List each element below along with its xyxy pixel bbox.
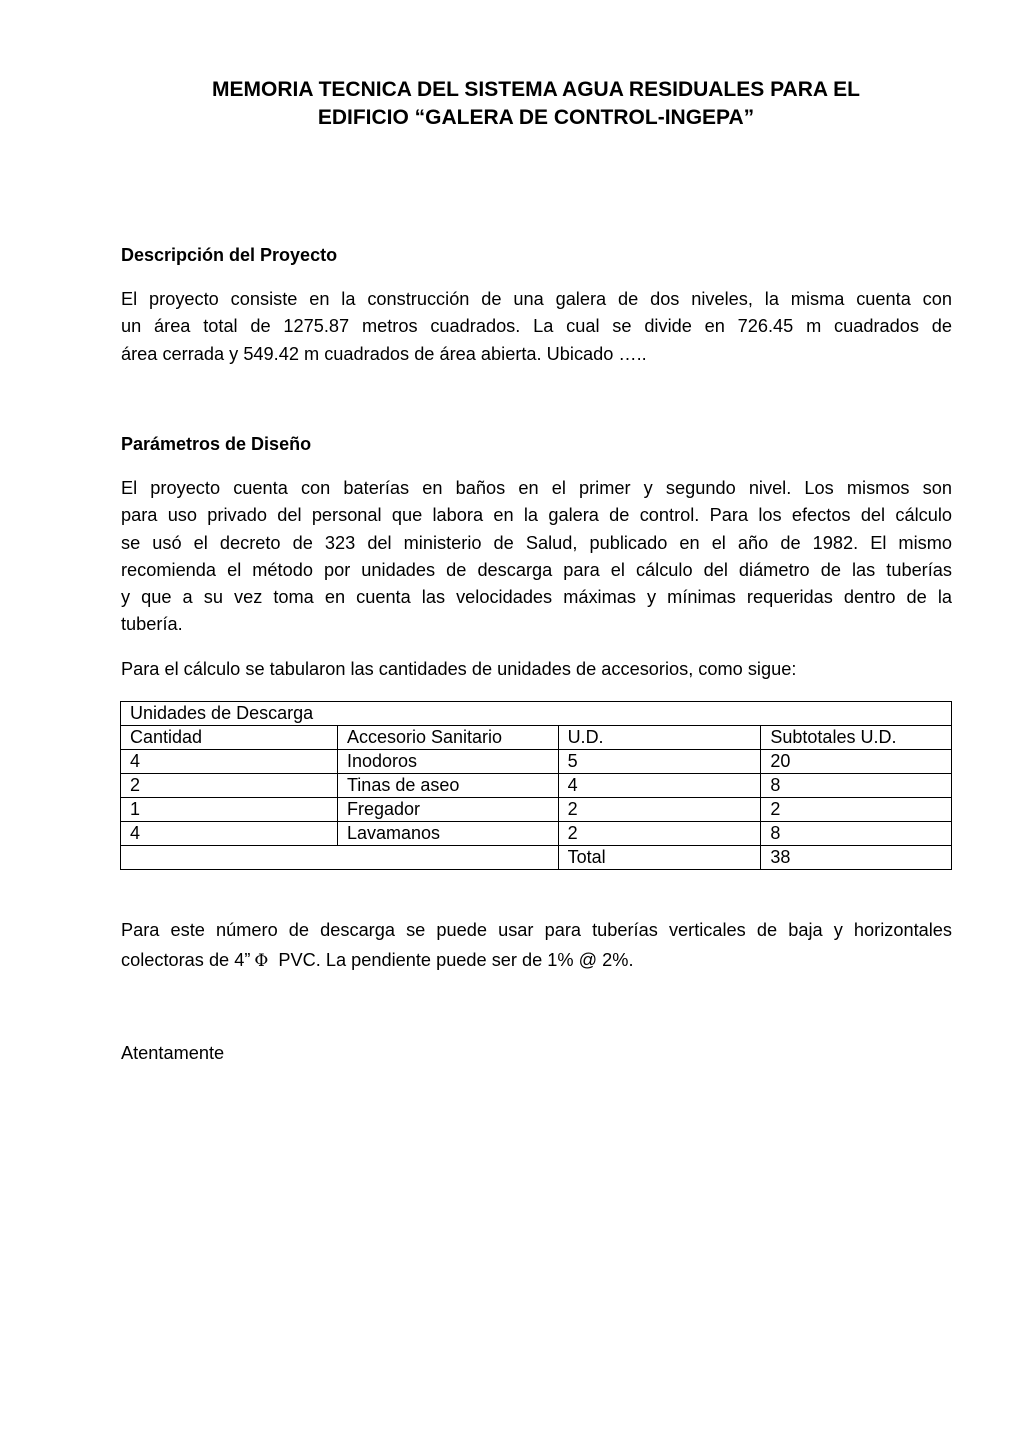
paragraph-line: tubería. xyxy=(121,614,183,635)
table-row xyxy=(121,822,952,846)
cell-ud: 4 xyxy=(558,774,761,798)
table-header-row xyxy=(121,726,952,750)
cell-accesorio: Lavamanos xyxy=(337,822,558,846)
paragraph-line: área cerrada y 549.42 m cuadrados de área abierta. Ubicado ….. xyxy=(121,343,647,364)
paragraph-line: El proyecto consiste en la construcción de una galera de dos niveles, la misma cuenta con xyxy=(121,289,952,309)
paragraph-descripcion xyxy=(121,286,952,368)
paragraph-line: Para este número de descarga se puede usar para tuberías verticales de baja y horizontales xyxy=(121,920,952,940)
cell-ud: 5 xyxy=(558,750,761,774)
paragraph-line: y que a su vez toma en cuenta las velocidades máximas y mínimas requeridas dentro de la xyxy=(121,587,952,608)
section-heading-descripcion: Descripción del Proyecto xyxy=(121,245,338,265)
cell-ud: 2 xyxy=(558,798,761,822)
paragraph-line: para uso privado del personal que labora en la galera de control. Para los efectos del cálculo xyxy=(121,505,952,526)
section-heading-parametros: Parámetros de Diseño xyxy=(121,434,312,454)
header-ud: U.D. xyxy=(558,726,761,750)
paragraph-conclusion xyxy=(121,917,952,976)
table-caption: Unidades de Descarga xyxy=(121,702,952,726)
table-row xyxy=(121,750,952,774)
table-row xyxy=(121,774,952,798)
paragraph-parametros xyxy=(121,475,952,639)
total-label: Total xyxy=(558,846,761,870)
header-subtotales: Subtotales U.D. xyxy=(761,726,952,750)
paragraph-line: recomienda el método por unidades de descarga para el cálculo del diámetro de las tuberías xyxy=(121,559,952,580)
cell-subtotal: 20 xyxy=(761,750,952,774)
cell-cantidad: 1 xyxy=(121,798,338,822)
total-value: 38 xyxy=(761,846,952,870)
header-cantidad: Cantidad xyxy=(121,726,338,750)
table-intro-text: Para el cálculo se tabularon las cantidades de unidades de accesorios, como sigue: xyxy=(121,659,797,679)
table-total-row xyxy=(121,846,952,870)
conclusion-text-before: colectoras de 4” xyxy=(121,950,251,971)
paragraph-line: un área total de 1275.87 metros cuadrados. La cual se divide en 726.45 m cuadrados de xyxy=(121,316,952,337)
phi-symbol: Φ xyxy=(254,951,269,972)
unidades-descarga-table xyxy=(120,701,952,870)
cell-cantidad: 4 xyxy=(121,822,338,846)
cell-subtotal: 8 xyxy=(761,822,952,846)
table-caption-row xyxy=(121,702,952,726)
cell-accesorio: Fregador xyxy=(337,798,558,822)
conclusion-text-after: PVC. La pendiente puede ser de 1% @ 2%. xyxy=(278,950,634,971)
cell-cantidad: 4 xyxy=(121,750,338,774)
cell-subtotal: 8 xyxy=(761,774,952,798)
paragraph-line xyxy=(121,947,952,975)
cell-accesorio: Inodoros xyxy=(337,750,558,774)
total-empty-cell xyxy=(121,846,559,870)
paragraph-line: se usó el decreto de 323 del ministerio de Salud, publicado en el año de 1982. El mismo xyxy=(121,532,952,553)
document-title-line-1: MEMORIA TECNICA DEL SISTEMA AGUA RESIDUALES PARA EL xyxy=(212,78,860,101)
closing-text: Atentamente xyxy=(121,1043,225,1063)
table-row xyxy=(121,798,952,822)
paragraph-line: El proyecto cuenta con baterías en baños en el primer y segundo nivel. Los mismos son xyxy=(121,478,952,498)
cell-accesorio: Tinas de aseo xyxy=(337,774,558,798)
cell-ud: 2 xyxy=(558,822,761,846)
header-accesorio: Accesorio Sanitario xyxy=(337,726,558,750)
cell-subtotal: 2 xyxy=(761,798,952,822)
document-title-line-2: EDIFICIO “GALERA DE CONTROL-INGEPA” xyxy=(317,106,755,129)
cell-cantidad: 2 xyxy=(121,774,338,798)
